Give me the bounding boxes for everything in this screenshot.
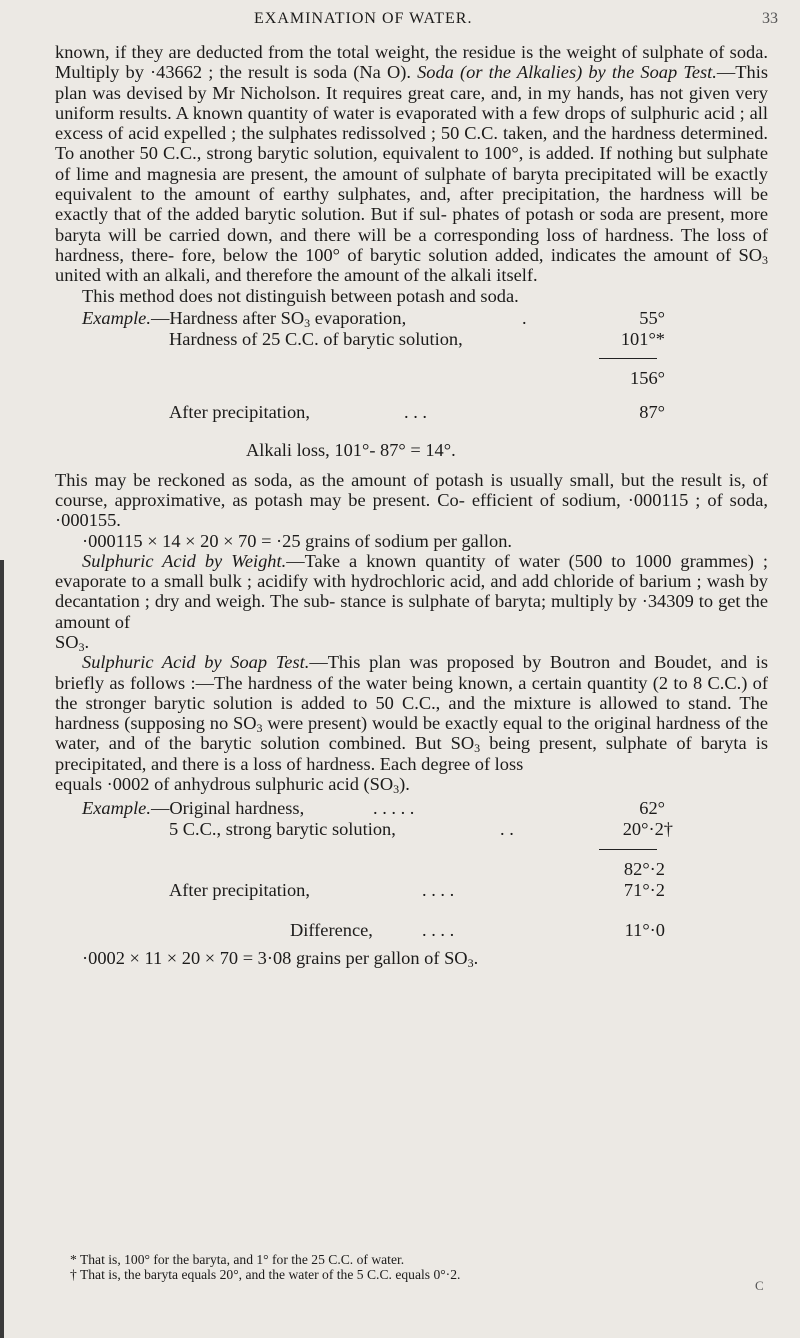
section-heading: Sulphuric Acid by Weight. [82,550,287,571]
text-line: being present, sulphate [480,733,668,754]
text-line: —Take a known quantity of water (500 to [286,550,626,571]
calc-result: Alkali loss, 101°- 87° = 14°. [246,439,456,460]
calc-result: ·0002 × 11 × 20 × 70 = 3·08 grains per gallon of SO [82,948,468,969]
alkali-loss-line [55,440,768,462]
calc-value: 11°·0 [624,920,665,941]
calc-label: After precipitation, [169,401,310,422]
text-line: united with an alkali, and therefore the amount of the alkali itself. [55,265,538,286]
example-label: Example. [82,798,151,819]
calc-value: 71°·2 [623,880,665,901]
calc-label: After precipitation, [169,880,310,901]
text-line: certain quantity (2 to 8 C.C.) of the stronger barytic solution is added to [55,672,768,713]
paragraph [55,632,768,652]
text-line: phates of potash or soda are present, more baryta will be carried down, and [55,204,768,245]
footnotes [70,1252,770,1282]
running-header [0,10,800,34]
leader-dots: . . . . [422,880,455,901]
text-line: water, and of the barytic solution combined. But SO [55,733,475,754]
calc-label: 5 C.C., strong barytic solution, [169,819,396,840]
text-line: of baryta is precipitated, and there is a loss of hardness. Each degree of loss [55,733,768,774]
leader-dots: . . . [404,401,427,422]
text-line: there will be a corresponding loss of hardness. The loss of hardness, there- [55,224,769,265]
calc-value: 156° [630,367,665,388]
text-line: —This plan was devised by Mr [55,62,768,103]
running-title: EXAMINATION OF WATER. [254,10,473,27]
page-body [55,42,768,970]
text-line: stance is sulphate of baryta; multiply by ·34309 to get the amount of [55,591,768,632]
text-line: C.C. taken, and the hardness determined. To another 50 C.C., strong barytic [55,123,768,164]
text-line: —This plan was proposed by Boutron and [309,652,646,673]
calc-value: 82°·2 [623,859,665,880]
subscript: 3 [256,721,263,736]
subscript: 3 [78,639,85,654]
text-line: no SO [209,713,257,734]
leader-dots: . . [500,819,514,840]
paragraph [55,774,768,797]
text-line: of sulphuric acid ; all excess of acid expelled ; the sulphates redissolved ; 50 [55,102,768,144]
signature-mark: C [755,1278,764,1293]
page-binding-edge [0,560,4,1338]
subscript: 3 [761,252,768,267]
text-line: were present) would be exactly equal to the original hardness of the [262,713,768,734]
text-line: This method does not distinguish between potash and soda. [82,285,519,306]
calc-label: evaporation, [310,307,407,328]
text-line: and add chloride of barium ; wash by decantation ; dry and weigh. The sub- [55,571,768,612]
calc-label: —Hardness after SO [150,307,305,328]
example-calculation [55,798,768,948]
calc-label: Hardness of 25 C.C. of barytic solution, [169,328,463,349]
example-label: Example. [82,307,151,328]
text-line: 50 C.C., and the mixture is allowed to stand. The hardness (supposing [55,692,768,734]
calc-label: —Original hardness, [150,798,305,819]
sulphuric-calculation [55,948,768,970]
calc-value: 87° [639,401,665,422]
text-line: ). [399,774,410,795]
text-line: SO [55,631,79,652]
example-calculation [55,308,768,432]
text-line: uniform results. A known quantity of water is evaporated with a few drops [55,102,606,123]
sum-rule [599,358,657,359]
subscript: 3 [467,956,474,971]
paragraph [55,551,768,632]
paragraph [55,286,768,306]
calc-result: . [473,948,479,969]
text-line: magnesia are present, the amount of sulphate of baryta precipitated will be [147,163,710,184]
calc-result: ·000115 × 14 × 20 × 70 = ·25 grains of sodium per gallon. [82,530,513,551]
paragraph [55,652,768,774]
calc-value: 101°* [620,328,665,349]
text-line: fore, below the 100° of barytic solution added, indicates the amount of SO [181,244,762,265]
text-line: This may be reckoned as soda, as the amount of potash is usually small, [55,469,615,490]
text-line: but the result is, of course, approximative, as potash may be present. Co- [55,469,768,511]
paragraph [55,470,768,531]
text-line: exactly equivalent to the amount of earthy sulphates, and, after precipitation, [55,163,768,205]
page-number: 33 [762,10,778,27]
text-line: solution, equivalent to 100°, is added. If nothing but sulphate of lime and [55,143,768,184]
leader-dots: . . . . [422,920,455,941]
text-line: weight of sulphate of soda. Multiply by ·43662 ; the result is soda (Na O). [55,42,768,83]
text-line: efficient of sodium, ·000115 ; of soda, ·000155. [55,490,768,531]
calc-value: 55° [639,307,665,328]
leader-dots: . [522,307,527,328]
calc-value: 20°·2† [622,819,673,840]
sodium-calculation [55,531,768,551]
section-heading: Soda (or the Alkalies) by the Soap Test. [417,62,717,83]
section-heading: Sulphuric Acid by Soap Test. [82,652,310,673]
text-line: . [84,631,90,652]
subscript: 3 [393,782,400,797]
subscript: 3 [474,741,481,756]
calc-label: Difference, [290,920,373,941]
sum-rule [599,849,657,850]
text-line: Boudet, and is briefly as follows :—The hardness of the water being known, a [55,652,768,693]
leader-dots: . . . . . [373,798,415,819]
text-line: equals ·0002 of anhydrous sulphuric acid (SO [55,774,394,795]
paragraph [55,42,768,286]
text-line: known, if they are deducted from the total weight, the residue is the [55,42,562,62]
subscript: 3 [304,315,311,330]
calc-value: 62° [639,798,665,819]
footnote: † That is, the baryta equals 20°, and the water of the 5 C.C. equals 0°·2. [70,1267,461,1282]
text-line: the hardness will be exactly that of the added barytic solution. But if sul- [55,184,769,225]
footnote: * That is, 100° for the baryta, and 1° for the 25 C.C. of water. [70,1252,405,1267]
text-line: 1000 grammes) ; evaporate to a small bulk ; acidify with hydrochloric acid, [55,550,769,592]
text-line: Nicholson. It requires great care, and, in my hands, has not given very [240,82,768,103]
